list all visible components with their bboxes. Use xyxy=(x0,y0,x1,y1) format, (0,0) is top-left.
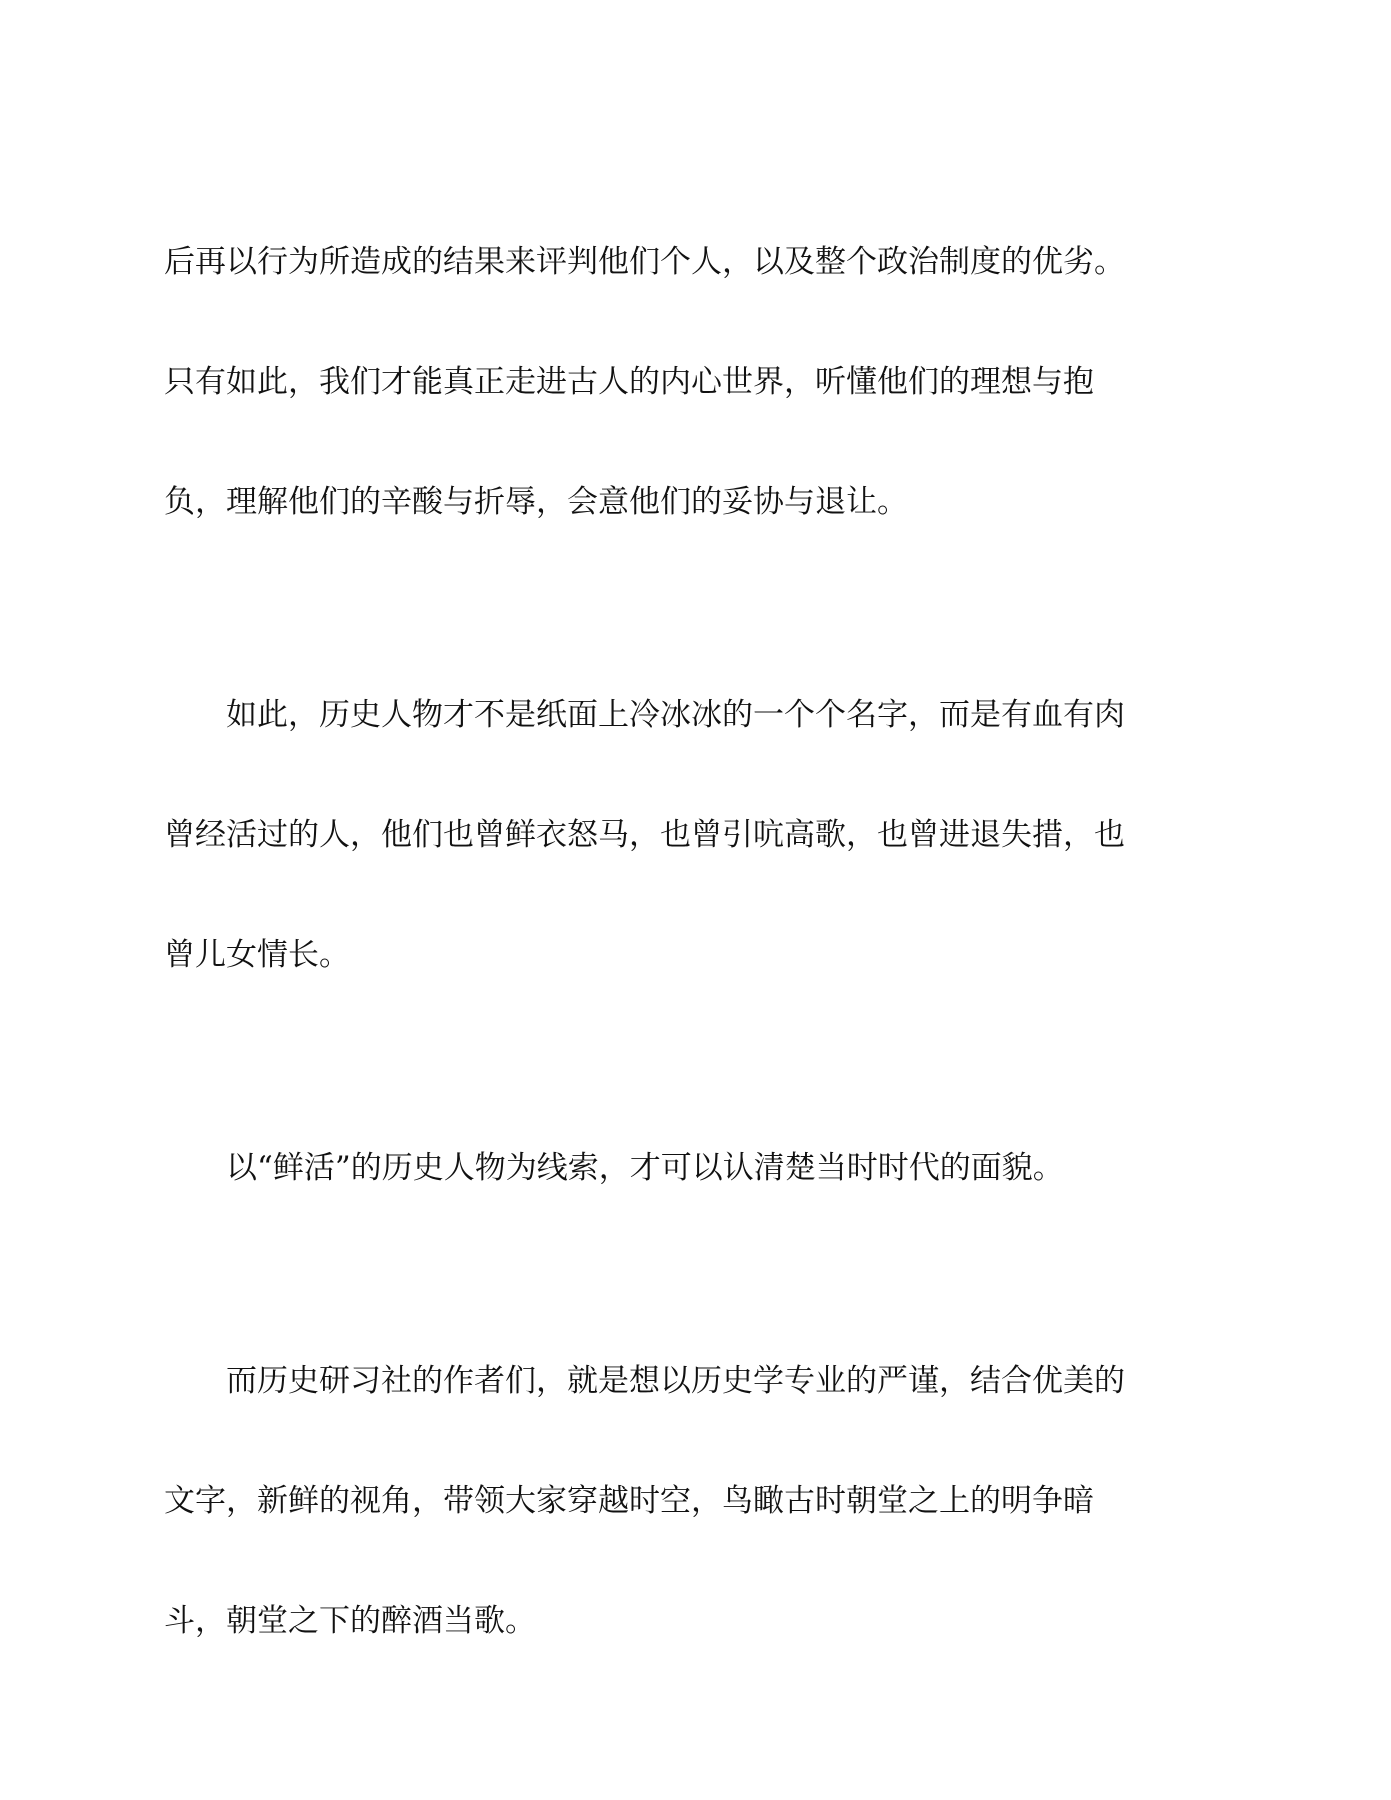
body-text xyxy=(164,162,1226,1734)
text-line: 后再以行为所造成的结果来评判他们个人，以及整个政治制度的优劣。 xyxy=(164,244,1125,280)
text-line: 曾儿女情长。 xyxy=(164,937,350,973)
text-line: 如此，历史人物才不是纸面上冷冰冰的一个个名字，而是有血有肉 xyxy=(226,697,1125,733)
text-line: 曾经活过的人，他们也曾鲜衣怒马，也曾引吭高歌，也曾进退失措，也 xyxy=(164,817,1125,853)
text-line: 只有如此，我们才能真正走进古人的内心世界，听懂他们的理想与抱 xyxy=(164,364,1094,400)
text-line: 以“鲜活”的历史人物为线索，才可以认清楚当时时代的面貌。 xyxy=(226,1150,1064,1186)
text-line: 而历史研习社的作者们，就是想以历史学专业的严谨，结合优美的 xyxy=(226,1363,1125,1399)
paragraph-2 xyxy=(164,615,1226,1055)
paragraph-1 xyxy=(164,162,1226,602)
text-line: 文字，新鲜的视角，带领大家穿越时空，鸟瞰古时朝堂之上的明争暗 xyxy=(164,1483,1094,1519)
paragraph-4 xyxy=(164,1281,1226,1721)
text-line: 斗，朝堂之下的醉酒当歌。 xyxy=(164,1603,536,1639)
text-line: 负，理解他们的辛酸与折辱，会意他们的妥协与退让。 xyxy=(164,484,908,520)
paragraph-3 xyxy=(164,1068,1226,1268)
